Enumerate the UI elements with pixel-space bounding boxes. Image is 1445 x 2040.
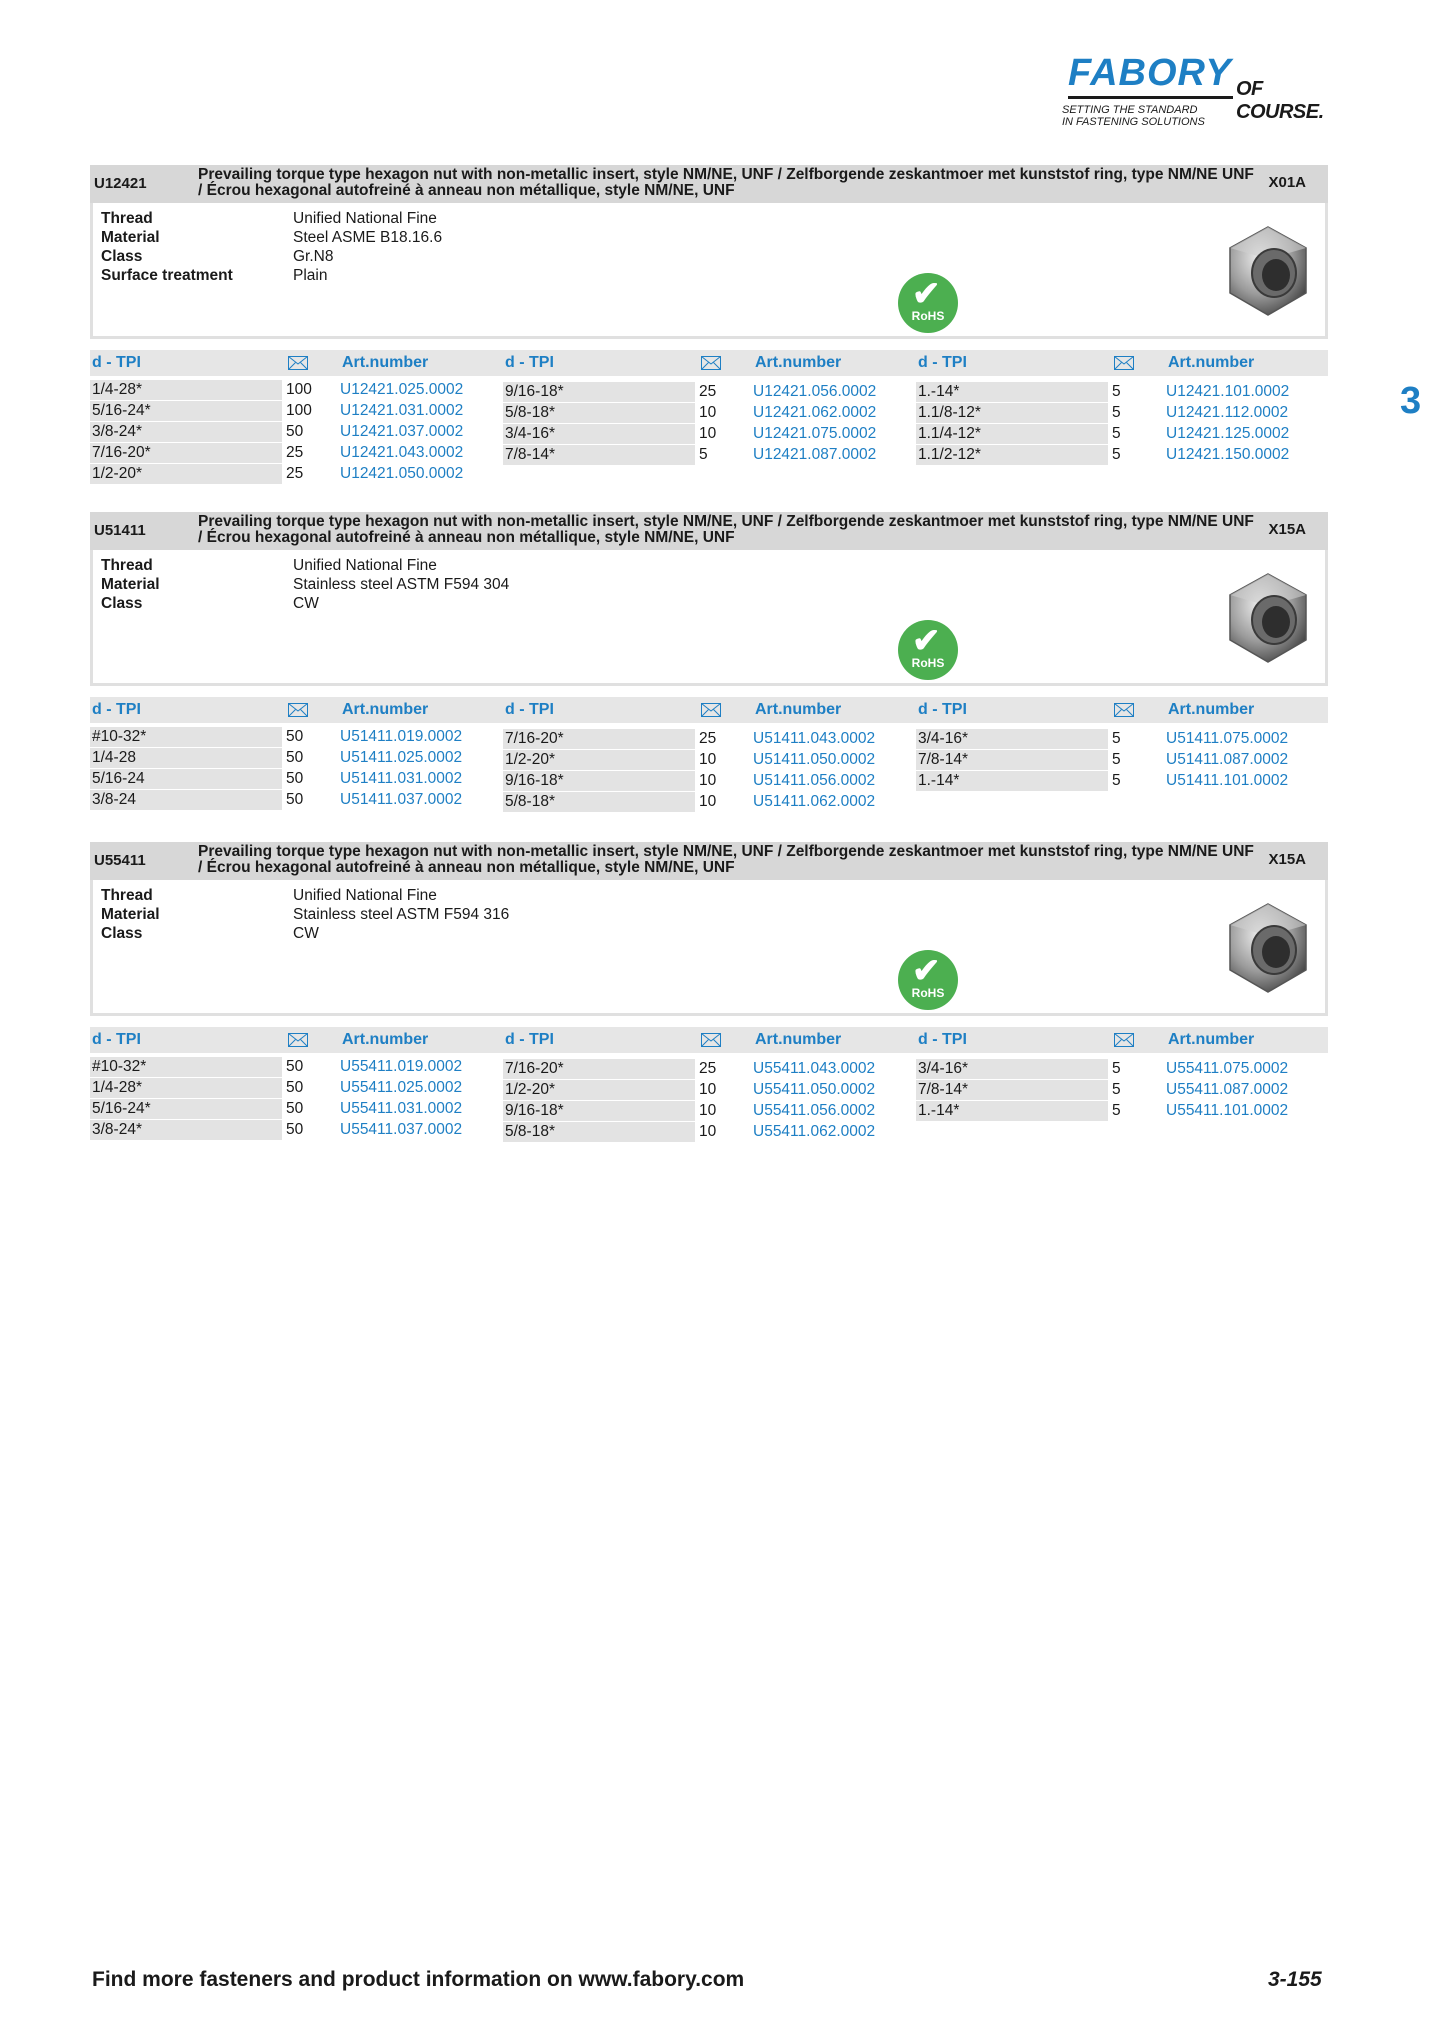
logo-underline [1068,96,1233,99]
rohs-label: RoHS [911,309,945,323]
header-art-number: Art.number [342,701,429,718]
quantity-cell: 50 [286,1121,304,1138]
rohs-badge-icon [898,273,958,333]
logo-tagline-line-1: SETTING THE STANDARD [1062,104,1198,116]
rohs-label: RoHS [911,656,945,670]
article-number-link[interactable]: U51411.043.0002 [753,730,876,747]
header-art-number: Art.number [755,1031,842,1048]
reference-code: X15A [1268,851,1306,868]
envelope-icon [288,356,308,370]
quantity-cell: 5 [1112,1102,1121,1119]
quantity-cell: 25 [699,1060,717,1077]
properties-list [101,209,442,285]
article-number-link[interactable]: U55411.037.0002 [340,1121,463,1138]
article-number-link[interactable]: U12421.025.0002 [340,381,464,398]
rohs-badge-icon [898,950,958,1010]
property-label: Material [101,575,160,593]
quantity-cell: 5 [699,446,708,463]
size-cell: 7/16-20* [503,1059,695,1079]
envelope-icon [1114,1033,1134,1047]
property-label: Thread [101,556,153,574]
hex-nut-image [1218,221,1318,321]
property-row [101,209,442,228]
logo-wordmark: FABORY [1068,52,1232,94]
article-number-link[interactable]: U55411.101.0002 [1166,1102,1289,1119]
page-number: 3-155 [1268,1968,1322,1991]
logo-suffix: OF COURSE. [1236,78,1324,123]
property-row [101,575,509,594]
size-cell: 5/16-24 [90,769,282,789]
size-cell: 9/16-18* [503,382,695,402]
quantity-cell: 5 [1112,1081,1121,1098]
quantity-cell: 50 [286,1058,304,1075]
property-value: CW [293,924,319,942]
property-row [101,266,442,285]
property-row [101,905,509,924]
quantity-cell: 50 [286,423,304,440]
table-header [90,350,1328,376]
size-cell: 3/4-16* [916,1059,1108,1079]
property-value: CW [293,594,319,612]
article-number-link[interactable]: U51411.050.0002 [753,751,876,768]
size-cell: 1/4-28 [90,748,282,768]
quantity-cell: 10 [699,772,717,789]
properties-list [101,556,509,613]
quantity-cell: 50 [286,1079,304,1096]
size-cell: 3/8-24* [90,1120,282,1140]
checkmark-icon: ✔ [912,952,941,990]
header-d-tpi: d - TPI [918,701,967,718]
envelope-icon [1114,356,1134,370]
quantity-cell: 10 [699,1123,717,1140]
table-header [90,697,1328,723]
product-section-u55411 [90,842,1328,1140]
quantity-cell: 5 [1112,772,1121,789]
size-cell: 1/4-28* [90,1078,282,1098]
header-d-tpi: d - TPI [505,354,554,371]
section-header [90,842,1328,880]
article-number-link[interactable]: U55411.019.0002 [340,1058,463,1075]
header-d-tpi: d - TPI [92,1031,141,1048]
size-cell: 7/8-14* [503,445,695,465]
header-d-tpi: d - TPI [918,1031,967,1048]
article-number-link[interactable]: U12421.125.0002 [1166,425,1290,442]
property-value: Unified National Fine [293,886,437,904]
article-number-link[interactable]: U51411.031.0002 [340,770,463,787]
article-number-link[interactable]: U12421.087.0002 [753,446,877,463]
property-row [101,247,442,266]
hex-nut-image [1218,898,1318,998]
product-title: Prevailing torque type hexagon nut with non-metallic insert, style NM/NE, UNF / Zelfborgende zeskantmoer met kunststof ring, type NM/NE UNF / Écrou hexagonal autofreiné à anneau non métallique, style NM/NE, UNF [198,166,1254,199]
header-art-number: Art.number [1168,701,1255,718]
size-cell: 1/4-28* [90,380,282,400]
property-label: Material [101,905,160,923]
header-art-number: Art.number [1168,1031,1255,1048]
size-cell: 1/2-20* [503,750,695,770]
article-number-link[interactable]: U55411.062.0002 [753,1123,876,1140]
fabory-logo [1060,52,1350,137]
size-cell: 3/4-16* [916,729,1108,749]
size-cell: 7/16-20* [90,443,282,463]
chapter-number: 3 [1400,380,1422,422]
quantity-cell: 25 [699,383,717,400]
size-cell: 1/2-20* [90,464,282,484]
quantity-cell: 5 [1112,404,1121,421]
rohs-label: RoHS [911,986,945,1000]
property-label: Class [101,247,143,265]
article-number-link[interactable]: U12421.043.0002 [340,444,464,461]
quantity-cell: 25 [286,444,304,461]
size-cell: 1.1/2-12* [916,445,1108,465]
article-number-link[interactable]: U51411.056.0002 [753,772,876,789]
article-number-link[interactable]: U12421.112.0002 [1166,404,1289,421]
article-number-link[interactable]: U12421.056.0002 [753,383,877,400]
size-cell: 5/8-18* [503,1122,695,1142]
checkmark-icon: ✔ [912,275,941,313]
quantity-cell: 10 [699,1081,717,1098]
property-label: Class [101,594,143,612]
quantity-cell: 100 [286,381,312,398]
quantity-cell: 50 [286,1100,304,1117]
envelope-icon [288,703,308,717]
logo-tagline-line-2: IN FASTENING SOLUTIONS [1062,116,1205,128]
article-number-link[interactable]: U55411.050.0002 [753,1081,876,1098]
quantity-cell: 5 [1112,751,1121,768]
quantity-cell: 50 [286,770,304,787]
property-row [101,924,509,943]
size-cell: 7/8-14* [916,1080,1108,1100]
size-cell: #10-32* [90,727,282,747]
size-cell: 1.-14* [916,1101,1108,1121]
header-d-tpi: d - TPI [92,354,141,371]
footer-website-text: Find more fasteners and product information on www.fabory.com [92,1968,745,1991]
article-number-link[interactable]: U51411.025.0002 [340,749,463,766]
quantity-cell: 5 [1112,425,1121,442]
size-cell: 9/16-18* [503,771,695,791]
product-code: U12421 [94,175,147,192]
section-header [90,512,1328,550]
article-number-link[interactable]: U51411.037.0002 [340,791,463,808]
quantity-cell: 50 [286,791,304,808]
size-cell: 1.1/4-12* [916,424,1108,444]
header-art-number: Art.number [755,354,842,371]
header-art-number: Art.number [1168,354,1255,371]
article-number-link[interactable]: U12421.150.0002 [1166,446,1290,463]
header-d-tpi: d - TPI [92,701,141,718]
article-number-link[interactable]: U12421.037.0002 [340,423,464,440]
property-value: Gr.N8 [293,247,334,265]
section-header [90,165,1328,203]
article-number-link[interactable]: U12421.062.0002 [753,404,877,421]
size-cell: 5/16-24* [90,1099,282,1119]
size-cell: 1.1/8-12* [916,403,1108,423]
checkmark-icon: ✔ [912,622,941,660]
envelope-icon [701,356,721,370]
property-row [101,556,509,575]
quantity-cell: 50 [286,728,304,745]
header-d-tpi: d - TPI [505,701,554,718]
quantity-cell: 10 [699,1102,717,1119]
property-value: Unified National Fine [293,556,437,574]
quantity-cell: 10 [699,793,717,810]
property-row [101,886,509,905]
product-table [90,1027,1328,1140]
quantity-cell: 25 [699,730,717,747]
property-row [101,228,442,247]
size-cell: #10-32* [90,1057,282,1077]
size-cell: 7/16-20* [503,729,695,749]
quantity-cell: 5 [1112,730,1121,747]
property-label: Thread [101,886,153,904]
article-number-link[interactable]: U55411.056.0002 [753,1102,876,1119]
article-number-link[interactable]: U51411.019.0002 [340,728,463,745]
section-details [90,203,1328,339]
quantity-cell: 25 [286,465,304,482]
article-number-link[interactable]: U55411.087.0002 [1166,1081,1289,1098]
article-number-link[interactable]: U12421.101.0002 [1166,383,1290,400]
size-cell: 1/2-20* [503,1080,695,1100]
property-value: Steel ASME B18.16.6 [293,228,443,246]
article-number-link[interactable]: U12421.075.0002 [753,425,877,442]
section-details [90,880,1328,1016]
property-label: Material [101,228,160,246]
size-cell: 9/16-18* [503,1101,695,1121]
size-cell: 1.-14* [916,771,1108,791]
property-value: Stainless steel ASTM F594 316 [293,905,510,923]
article-number-link[interactable]: U55411.025.0002 [340,1079,463,1096]
header-d-tpi: d - TPI [918,354,967,371]
article-number-link[interactable]: U55411.043.0002 [753,1060,876,1077]
reference-code: X15A [1268,521,1306,538]
article-number-link[interactable]: U55411.075.0002 [1166,1060,1289,1077]
table-header [90,1027,1328,1053]
product-title: Prevailing torque type hexagon nut with non-metallic insert, style NM/NE, UNF / Zelfborgende zeskantmoer met kunststof ring, type NM/NE UNF / Écrou hexagonal autofreiné à anneau non métallique, style NM/NE, UNF [198,513,1254,546]
size-cell: 3/8-24* [90,422,282,442]
properties-list [101,886,509,943]
envelope-icon [701,703,721,717]
rohs-badge-icon [898,620,958,680]
quantity-cell: 10 [699,425,717,442]
article-number-link[interactable]: U51411.075.0002 [1166,730,1289,747]
reference-code: X01A [1268,174,1306,191]
quantity-cell: 100 [286,402,312,419]
article-number-link[interactable]: U12421.050.0002 [340,465,464,482]
size-cell: 5/8-18* [503,792,695,812]
product-code: U55411 [94,852,146,869]
quantity-cell: 50 [286,749,304,766]
property-value: Stainless steel ASTM F594 304 [293,575,510,593]
article-number-link[interactable]: U51411.101.0002 [1166,772,1289,789]
property-value: Plain [293,266,328,284]
product-table [90,697,1328,810]
quantity-cell: 5 [1112,1060,1121,1077]
size-cell: 7/8-14* [916,750,1108,770]
size-cell: 3/8-24 [90,790,282,810]
quantity-cell: 10 [699,751,717,768]
envelope-icon [701,1033,721,1047]
logo-tagline [1062,104,1205,128]
product-table [90,350,1328,482]
article-number-link[interactable]: U51411.087.0002 [1166,751,1289,768]
property-label: Surface treatment [101,266,233,284]
size-cell: 1.-14* [916,382,1108,402]
property-row [101,594,509,613]
header-art-number: Art.number [342,354,429,371]
article-number-link[interactable]: U51411.062.0002 [753,793,876,810]
article-number-link[interactable]: U12421.031.0002 [340,402,464,419]
envelope-icon [288,1033,308,1047]
header-art-number: Art.number [342,1031,429,1048]
quantity-cell: 5 [1112,446,1121,463]
quantity-cell: 5 [1112,383,1121,400]
property-label: Thread [101,209,153,227]
property-label: Class [101,924,143,942]
section-details [90,550,1328,686]
product-code: U51411 [94,522,146,539]
size-cell: 5/16-24* [90,401,282,421]
property-value: Unified National Fine [293,209,437,227]
size-cell: 3/4-16* [503,424,695,444]
quantity-cell: 10 [699,404,717,421]
header-art-number: Art.number [755,701,842,718]
size-cell: 5/8-18* [503,403,695,423]
product-section-u51411 [90,512,1328,810]
article-number-link[interactable]: U55411.031.0002 [340,1100,463,1117]
envelope-icon [1114,703,1134,717]
header-d-tpi: d - TPI [505,1031,554,1048]
product-title: Prevailing torque type hexagon nut with non-metallic insert, style NM/NE, UNF / Zelfborgende zeskantmoer met kunststof ring, type NM/NE UNF / Écrou hexagonal autofreiné à anneau non métallique, style NM/NE, UNF [198,843,1254,876]
product-section-u12421 [90,165,1328,482]
hex-nut-image [1218,568,1318,668]
